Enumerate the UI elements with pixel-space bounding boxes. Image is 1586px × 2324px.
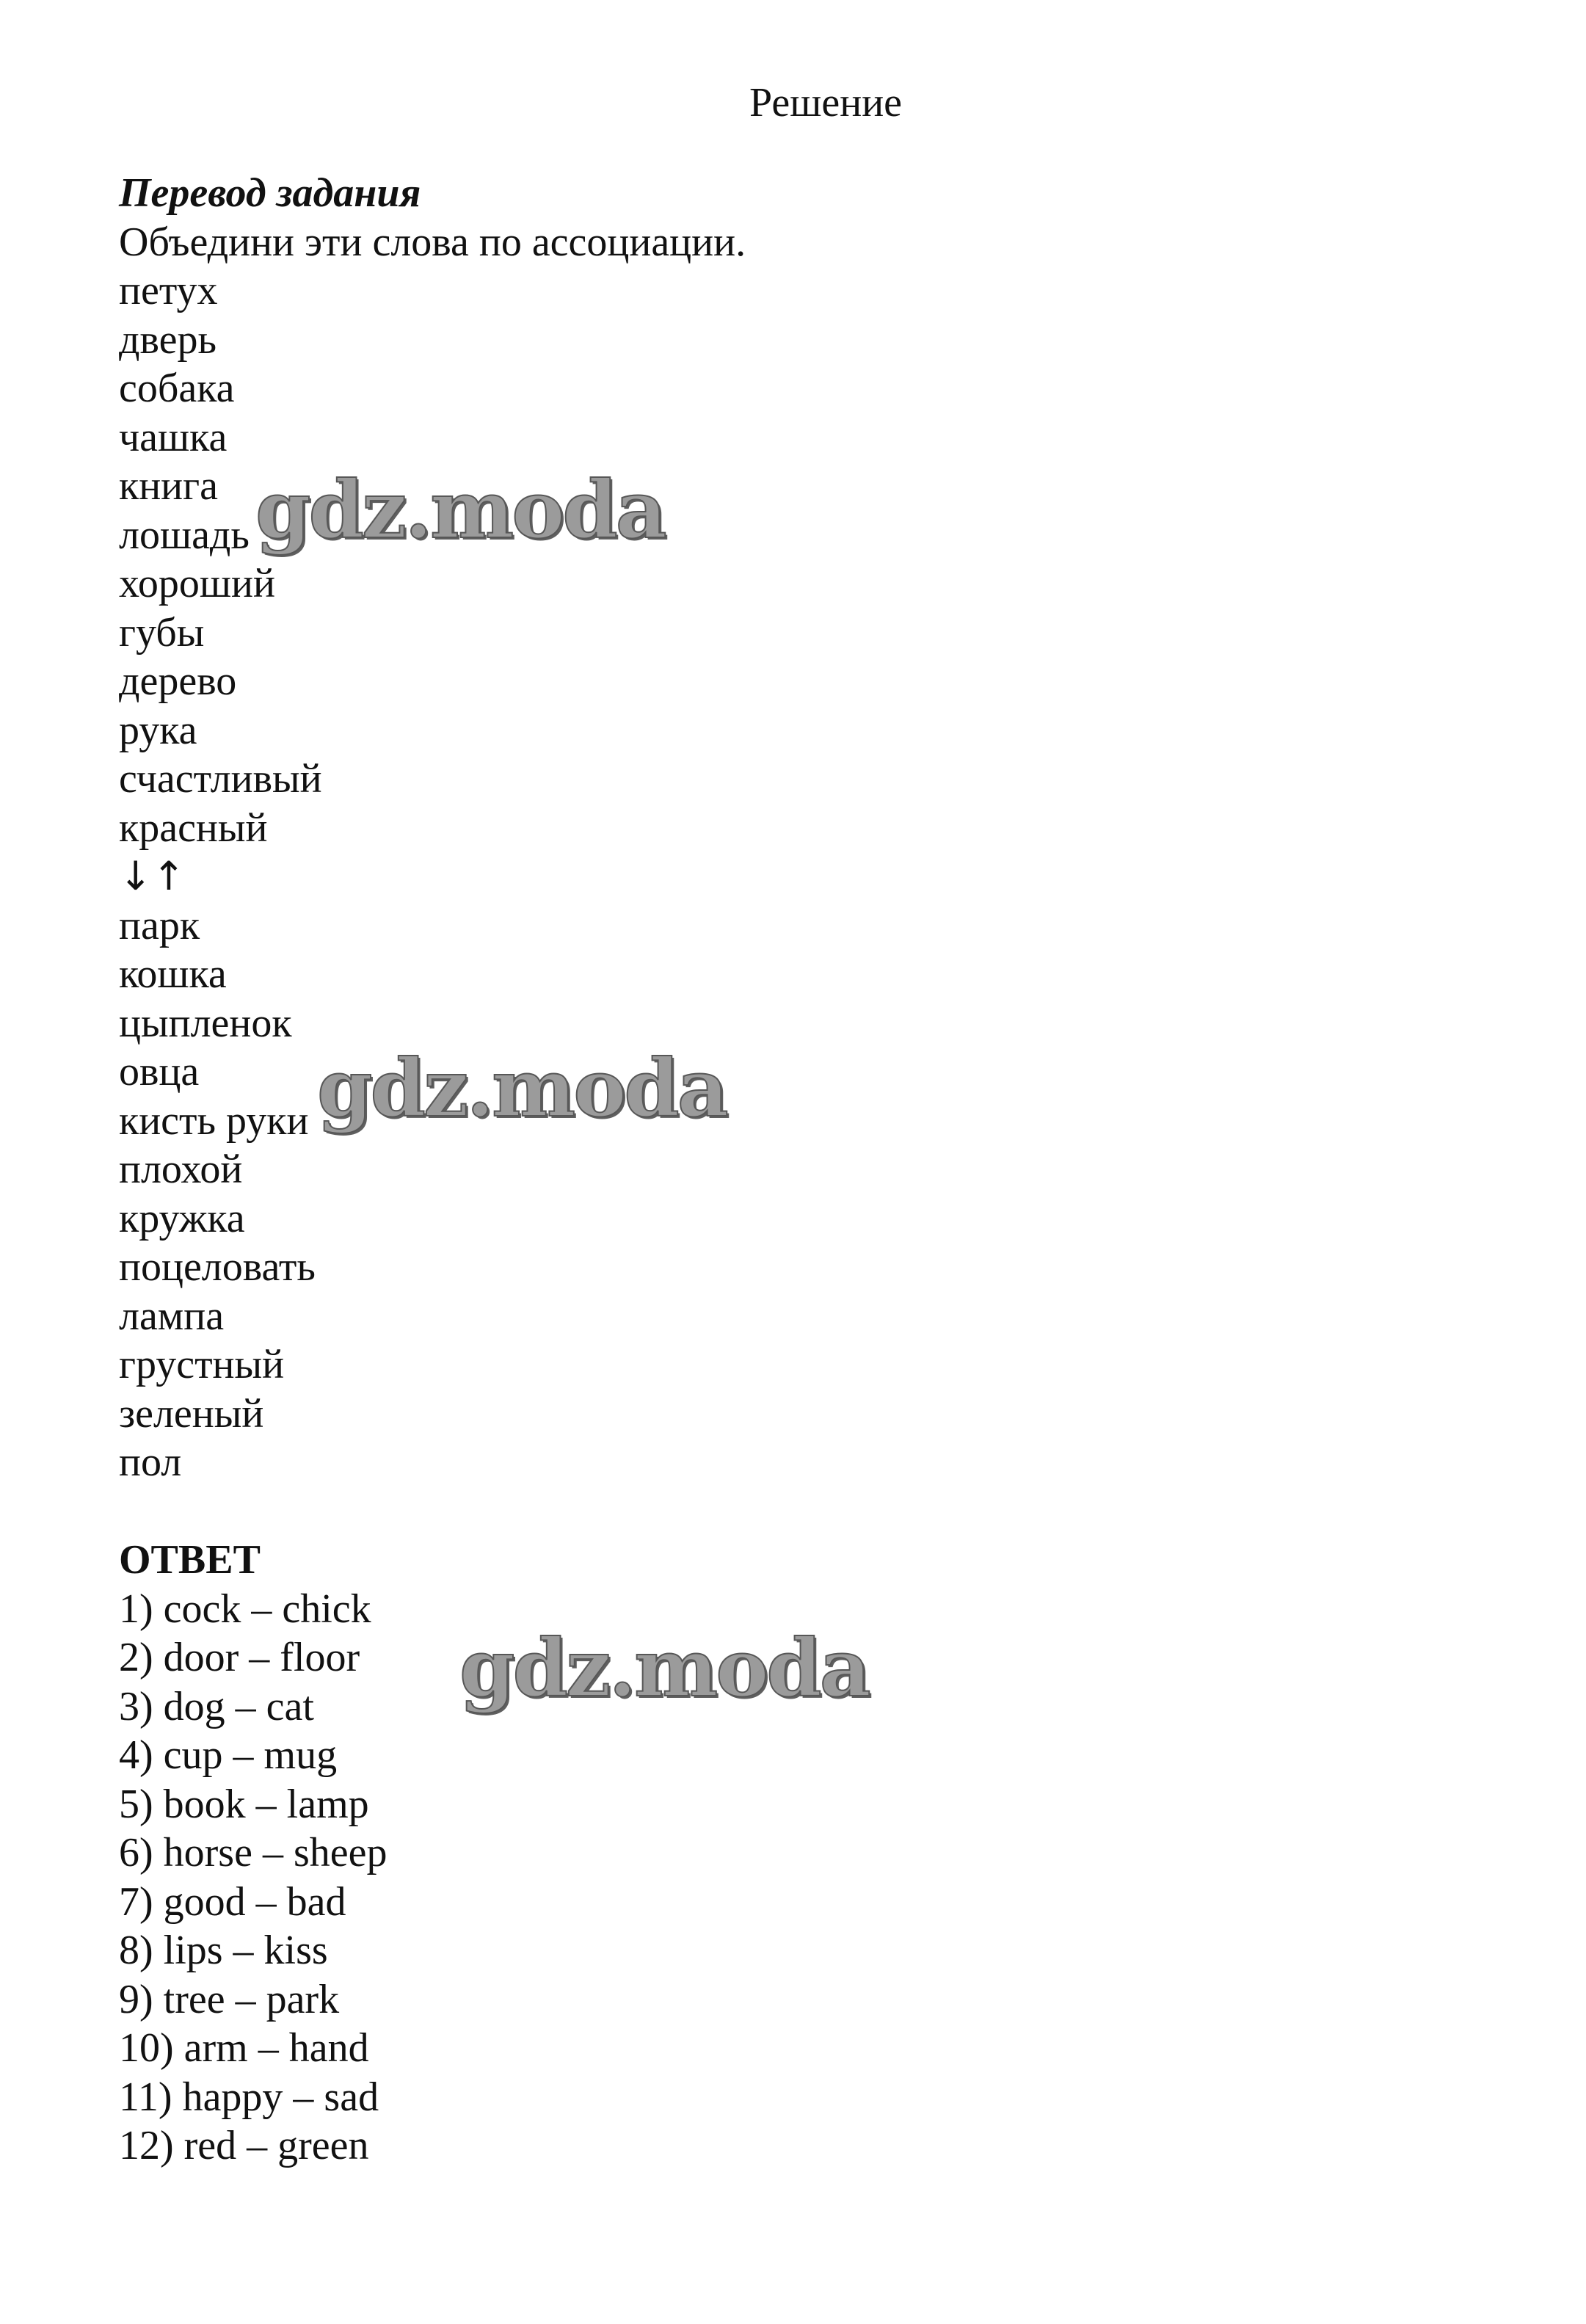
section-spacer bbox=[119, 1487, 1513, 1536]
word-item: собака bbox=[119, 366, 235, 411]
watermark: gdz.moda bbox=[317, 1042, 727, 1135]
page-title: Решение bbox=[749, 80, 903, 126]
word-item: цыпленок bbox=[119, 1000, 292, 1046]
word-item: лошадь bbox=[119, 512, 250, 558]
word-item: книга bbox=[119, 463, 218, 509]
answer-item: 4) cup – mug bbox=[119, 1732, 338, 1778]
word-item: кружка bbox=[119, 1195, 245, 1241]
word-item: плохой bbox=[119, 1147, 243, 1192]
word-item: дерево bbox=[119, 658, 237, 704]
watermark: gdz.moda bbox=[255, 464, 665, 556]
answer-item: 11) happy – sad bbox=[119, 2074, 379, 2120]
word-item: чашка bbox=[119, 414, 228, 460]
word-item: пол bbox=[119, 1439, 182, 1485]
word-item: овца bbox=[119, 1049, 200, 1094]
word-item: красный bbox=[119, 805, 268, 851]
word-list-group1 bbox=[119, 266, 1513, 852]
answer-item: 3) dog – cat bbox=[119, 1683, 314, 1729]
word-item: петух bbox=[119, 268, 218, 313]
word-item: парк bbox=[119, 902, 200, 948]
word-item: губы bbox=[119, 609, 205, 656]
answer-item: 5) book – lamp bbox=[119, 1781, 369, 1827]
translation-heading: Перевод задания bbox=[119, 170, 421, 216]
swap-arrows-icon: ↓↑ bbox=[119, 853, 186, 899]
word-item: лампа bbox=[119, 1293, 225, 1339]
answer-item: 10) arm – hand bbox=[119, 2025, 369, 2071]
answer-item: 6) horse – sheep bbox=[119, 1830, 388, 1875]
answer-item: 9) tree – park bbox=[119, 1976, 340, 2022]
word-item: дверь bbox=[119, 316, 217, 363]
answer-item: 12) red – green bbox=[119, 2123, 369, 2168]
answer-heading: ОТВЕТ bbox=[119, 1537, 261, 1583]
word-item: кисть руки bbox=[119, 1097, 309, 1144]
word-item: поцеловать bbox=[119, 1244, 316, 1290]
translation-instruction: Объедини эти слова по ассоциации. bbox=[119, 219, 746, 265]
word-item: грустный bbox=[119, 1342, 285, 1387]
word-item: кошка bbox=[119, 951, 227, 997]
answer-item: 8) lips – kiss bbox=[119, 1928, 328, 1973]
word-item: рука bbox=[119, 707, 197, 753]
word-item: хороший bbox=[119, 561, 275, 606]
answer-item: 2) door – floor bbox=[119, 1635, 360, 1680]
word-item: счастливый bbox=[119, 756, 322, 802]
answer-item: 1) cock – chick bbox=[119, 1586, 371, 1632]
answer-item: 7) good – bad bbox=[119, 1878, 346, 1925]
watermark: gdz.moda bbox=[459, 1622, 869, 1715]
word-list-group2 bbox=[119, 901, 1513, 1487]
word-item: зеленый bbox=[119, 1390, 264, 1437]
